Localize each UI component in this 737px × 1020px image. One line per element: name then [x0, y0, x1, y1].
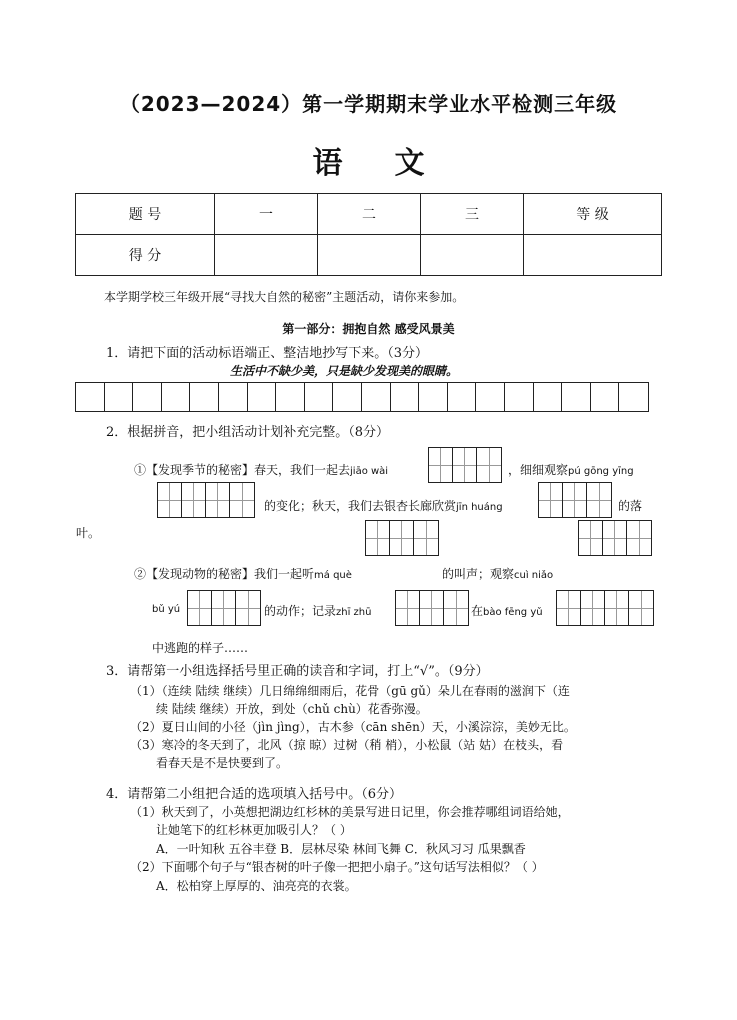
score-cell[interactable] [215, 235, 318, 276]
pinyin-jinhuang: jīn huáng [456, 502, 503, 513]
answer-box-maque[interactable] [365, 520, 439, 556]
answer-box-buyu[interactable] [187, 590, 261, 626]
writing-box[interactable] [105, 383, 134, 411]
q2-line1 [134, 461, 388, 478]
q1-slogan: 生活中不缺少美，只是缺少发现美的眼睛。 [230, 364, 459, 378]
writing-box[interactable] [505, 383, 534, 411]
q2-line2 [264, 497, 503, 514]
q2-line5 [264, 602, 371, 619]
q3-sentence-1: （1）（连续 陆续 继续）几日绵绵细雨后，花骨（gū gǔ）朵儿在春雨的滋润下（连 [130, 684, 570, 698]
writing-box[interactable] [219, 383, 248, 411]
q3-sentence-1b: 续 陆续 继续）开放，到处（chǔ chù）花香弥漫。 [156, 702, 428, 716]
q2-line4-b [442, 565, 553, 582]
writing-box[interactable] [448, 383, 477, 411]
q2-stem: 2．根据拼音，把小组活动计划补充完整。（8分） [106, 425, 390, 440]
q2-line2-text-a: 的变化；秋天，我们去银杏长廊欣赏 [264, 499, 457, 513]
q2-line1-text-a: ①【发现季节的秘密】春天，我们一起去 [134, 463, 351, 477]
q2-line1-b [508, 461, 634, 478]
writing-box[interactable] [391, 383, 420, 411]
writing-box[interactable] [133, 383, 162, 411]
writing-box[interactable] [562, 383, 591, 411]
q2-line5-text-a: 的动作；记录 [264, 604, 337, 618]
score-cell[interactable] [524, 235, 662, 276]
writing-box[interactable] [162, 383, 191, 411]
q2-line2-b: 的落 [618, 499, 643, 513]
writing-box[interactable] [362, 383, 391, 411]
score-table [75, 193, 662, 276]
pinyin-buyu: bǔ yú [152, 604, 181, 615]
answer-box-jiaowai[interactable] [428, 447, 502, 483]
score-row-label: 得 分 [76, 235, 215, 276]
writing-box[interactable] [419, 383, 448, 411]
intro-text: 本学期学校三年级开展“寻找大自然的秘密”主题活动，请你来参加。 [104, 290, 465, 304]
q4-sentence-1: （1）秋天到了，小英想把湖边红杉林的美景写进日记里，你会推荐哪组词语给她， [130, 805, 570, 819]
q2-line1-text-b: ，细细观察 [508, 463, 569, 477]
answer-box-jinhuang[interactable] [538, 482, 612, 518]
score-header-3: 三 [421, 194, 524, 235]
answer-box-cuiniao[interactable] [578, 520, 652, 556]
q2-line6: 中逃跑的样子…… [152, 641, 249, 655]
q2-line5-b [471, 602, 543, 619]
subject-char-1: 语 [312, 146, 343, 181]
q4-stem: 4．请帮第二小组把合适的选项填入括号中。（6分） [106, 787, 403, 802]
writing-box[interactable] [591, 383, 620, 411]
score-header-1: 一 [215, 194, 318, 235]
pinyin-maque: má què [314, 570, 352, 581]
q4-sentence-1b: 让她笔下的红杉林更加吸引人？（ ） [156, 823, 352, 837]
q4-sentence-2: （2）下面哪个句子与“银杏树的叶子像一把把小扇子。”这句话写法相似？（ ） [130, 860, 544, 874]
writing-box[interactable] [76, 383, 105, 411]
writing-box[interactable] [248, 383, 277, 411]
subject-title [0, 138, 737, 182]
q3-sentence-2: （2）夏日山间的小径（jìn jìng），古木参（cān shēn）天，小溪淙淙，美妙无比。 [130, 720, 576, 734]
q1-stem: 1．请把下面的活动标语端正、整洁地抄写下来。（3分） [106, 346, 429, 361]
answer-box-zhizhu[interactable] [395, 590, 469, 626]
writing-box[interactable] [305, 383, 334, 411]
q3-stem: 3．请帮第一小组选择括号里正确的读音和字词，打上“√”。（9分） [106, 664, 489, 679]
q2-line4 [134, 565, 352, 582]
answer-box-pugongying[interactable] [157, 482, 255, 518]
writing-box[interactable] [333, 383, 362, 411]
score-cell[interactable] [318, 235, 421, 276]
q3-sentence-3: （3）寒冷的冬天到了，北风（掠 晾）过树（稍 梢），小松鼠（站 姑）在枝头，看 [130, 738, 564, 752]
q1-writing-boxes[interactable] [75, 382, 649, 412]
writing-box[interactable] [476, 383, 505, 411]
writing-box[interactable] [276, 383, 305, 411]
page-title: （2023—2024）第一学期期末学业水平检测三年级 [119, 92, 618, 116]
q2-line4-text-b: 的叫声；观察 [442, 567, 515, 581]
subject-char-2: 文 [394, 146, 425, 181]
writing-box[interactable] [534, 383, 563, 411]
q3-sentence-3b: 看春天是不是快要到了。 [156, 756, 289, 770]
writing-box[interactable] [619, 383, 648, 411]
pinyin-pugongying: pú gōng yīng [568, 466, 634, 477]
part1-heading: 第一部分：拥抱自然 感受风景美 [282, 322, 455, 336]
score-header-grade: 等 级 [524, 194, 662, 235]
writing-box[interactable] [190, 383, 219, 411]
pinyin-cuiniao: cuì niǎo [514, 570, 554, 581]
q2-line5-text-b: 在 [471, 604, 484, 618]
pinyin-jiaowai: jiāo wài [350, 466, 389, 477]
q4-options: A．一叶知秋 五谷丰登 B．层林尽染 林间飞舞 C．秋风习习 瓜果飘香 [156, 842, 526, 856]
q2-line4-text-a: ②【发现动物的秘密】我们一起听 [134, 567, 315, 581]
score-header-2: 二 [318, 194, 421, 235]
score-header-label: 题 号 [76, 194, 215, 235]
score-cell[interactable] [421, 235, 524, 276]
q2-line3: 叶。 [76, 526, 101, 540]
pinyin-baofengyu: bào fēng yǔ [483, 607, 543, 618]
pinyin-zhizhu: zhī zhū [336, 607, 372, 618]
q4-sentence-2a: A．松柏穿上厚厚的、油亮亮的衣裳。 [156, 879, 357, 893]
answer-box-baofengyu[interactable] [556, 590, 654, 626]
